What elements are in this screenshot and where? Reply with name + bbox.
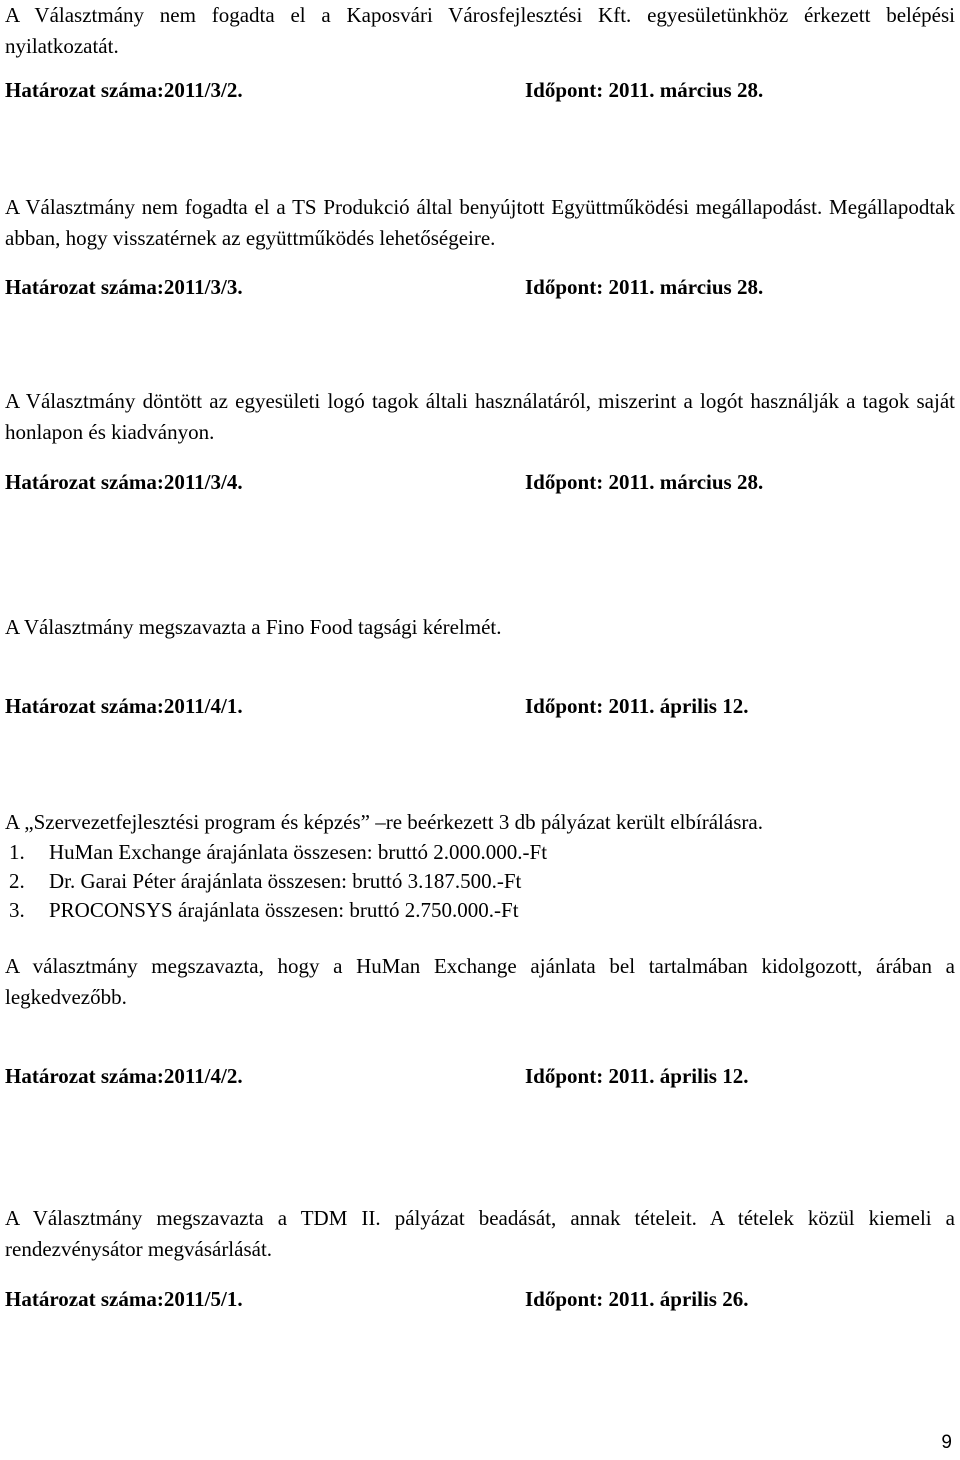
- resolution-date: Időpont: 2011. április 12.: [525, 694, 749, 718]
- resolution-number: Határozat száma:2011/3/3.: [5, 275, 243, 299]
- paragraph-tdm: A Választmány megszavazta a TDM II. pályázat beadását, annak tételeit. A tételek közül kiemeli a rendezvénysátor megvásárlását.: [5, 1206, 955, 1261]
- list-item: 3. PROCONSYS árajánlata összesen: bruttó 2.750.000.-Ft: [9, 898, 519, 922]
- page-number: 9: [941, 1432, 952, 1453]
- resolution-number: Határozat száma:2011/4/1.: [5, 694, 243, 718]
- resolution-number: Határozat száma:2011/5/1.: [5, 1287, 243, 1311]
- paragraph-logo: A Választmány döntött az egyesületi logó tagok általi használatáról, miszerint a logót használják a tagok saját honlapon és kiadványon.: [5, 389, 955, 444]
- resolution-2011-4-1: [5, 694, 955, 718]
- list-item: 1. HuMan Exchange árajánlata összesen: bruttó 2.000.000.-Ft: [9, 840, 548, 864]
- paragraph-fino-food: A Választmány megszavazta a Fino Food tagsági kérelmét.: [5, 615, 502, 639]
- resolution-number: Határozat száma:2011/3/4.: [5, 470, 243, 494]
- resolution-2011-3-4: [5, 470, 955, 494]
- resolution-date: Időpont: 2011. március 28.: [525, 275, 764, 299]
- paragraph-human-exchange: A választmány megszavazta, hogy a HuMan Exchange ajánlata bel tartalmában kidolgozott, árában a legkedvezőbb.: [5, 954, 955, 1009]
- paragraph-szervezetfejlesztes: A „Szervezetfejlesztési program és képzés” –re beérkezett 3 db pályázat került elbírálásra.: [5, 810, 763, 834]
- resolution-date: Időpont: 2011. március 28.: [525, 470, 764, 494]
- paragraph-kaposvari: A Választmány nem fogadta el a Kaposvári Városfejlesztési Kft. egyesületünkhöz érkezett belépési nyilatkozatát.: [5, 3, 955, 58]
- resolution-number: Határozat száma:2011/4/2.: [5, 1064, 243, 1088]
- resolution-2011-4-2: [5, 1064, 955, 1088]
- resolution-date: Időpont: 2011. április 26.: [525, 1287, 749, 1311]
- resolution-date: Időpont: 2011. március 28.: [525, 78, 764, 102]
- resolution-2011-5-1: [5, 1287, 955, 1311]
- resolution-2011-3-2: [5, 78, 955, 102]
- offer-list: [5, 838, 955, 925]
- resolution-number: Határozat száma:2011/3/2.: [5, 78, 243, 102]
- resolution-2011-3-3: [5, 275, 955, 299]
- list-item: 2. Dr. Garai Péter árajánlata összesen: bruttó 3.187.500.-Ft: [9, 869, 522, 893]
- paragraph-ts-produkcio: A Választmány nem fogadta el a TS Produkció által benyújtott Együttműködési megállapodást. Megállapodtak abban, hogy visszatérnek az együttműködés lehetőségeire.: [5, 195, 955, 250]
- resolution-date: Időpont: 2011. április 12.: [525, 1064, 749, 1088]
